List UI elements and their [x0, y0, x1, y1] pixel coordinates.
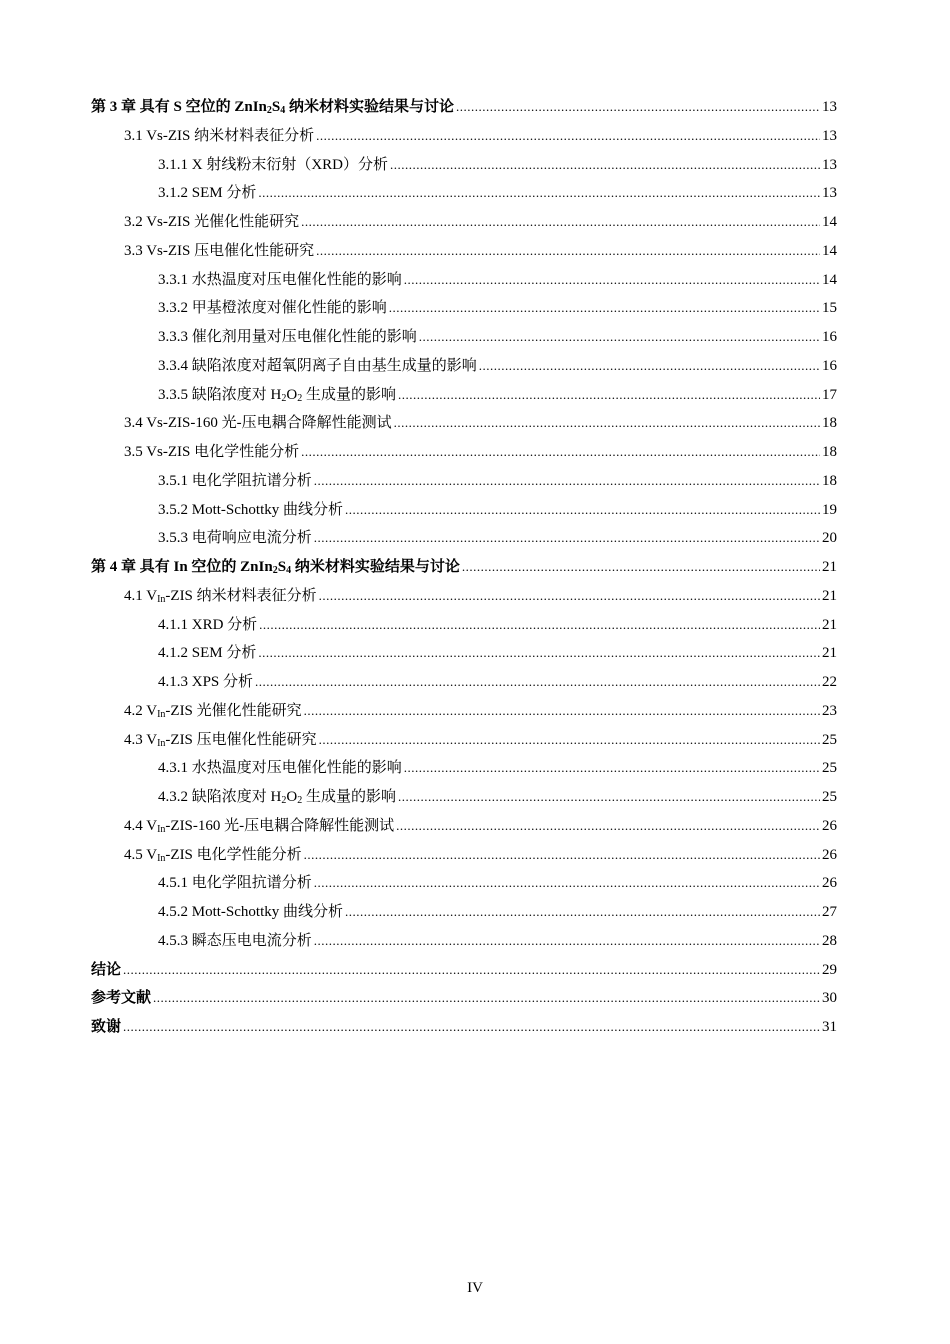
- toc-page-number: 21: [822, 616, 837, 633]
- toc-entry-title: 4.3 $V_{In}$-ZIS 压电催化性能研究: [124, 731, 317, 749]
- toc-entry-title: 4.5.2 Mott-Schottky 曲线分析: [158, 904, 344, 920]
- toc-section-entry[interactable]: [91, 841, 837, 870]
- toc-page-number: 26: [822, 817, 837, 834]
- toc-subsection-entry[interactable]: [91, 898, 837, 927]
- toc-dot-leader: [345, 898, 820, 927]
- toc-entry-title: 3.3.2 甲基橙浓度对催化性能的影响: [158, 300, 387, 317]
- toc-page-number: 27: [822, 904, 837, 920]
- toc-dot-leader: [258, 639, 820, 668]
- toc-dot-leader: [419, 323, 820, 352]
- toc-page-number: 25: [822, 731, 837, 748]
- toc-page-number: 13: [822, 99, 837, 115]
- toc-subsection-entry[interactable]: [91, 668, 837, 697]
- toc-page-number: 26: [822, 875, 837, 892]
- toc-dot-leader: [255, 668, 820, 697]
- toc-entry-title: 3.3.3 催化剂用量对压电催化性能的影响: [158, 329, 417, 345]
- toc-dot-leader: [345, 496, 820, 525]
- toc-entry-title: 4.1.1 XRD 分析: [158, 616, 258, 633]
- toc-dot-leader: [123, 1013, 820, 1042]
- toc-section-entry[interactable]: [91, 726, 837, 755]
- toc-page-number: 31: [822, 1019, 837, 1035]
- toc-page-number: 26: [822, 846, 837, 863]
- toc-entry-title: 致谢: [91, 1019, 122, 1035]
- toc-page-number: 18: [822, 472, 837, 489]
- toc-dot-leader: [462, 553, 820, 582]
- toc-subsection-entry[interactable]: [91, 151, 837, 180]
- toc-dot-leader: [304, 841, 820, 870]
- toc-dot-leader: [123, 956, 820, 985]
- toc-dot-leader: [404, 266, 820, 295]
- toc-entry-title: 3.3.5 缺陷浓度对 $H_2O_2$ 生成量的影响: [158, 386, 396, 404]
- toc-dot-leader: [389, 294, 820, 323]
- page-number: IV: [467, 1280, 483, 1296]
- toc-page-number: 14: [822, 214, 837, 230]
- toc-entry-title: 4.5.3 瞬态压电电流分析: [158, 932, 312, 949]
- toc-dot-leader: [390, 151, 820, 180]
- toc-page-number: 25: [822, 789, 837, 805]
- toc-section-entry[interactable]: [91, 438, 837, 467]
- toc-page-number: 29: [822, 961, 837, 978]
- toc-dot-leader: [314, 869, 820, 898]
- toc-chapter-entry[interactable]: [91, 984, 837, 1013]
- toc-chapter-entry[interactable]: [91, 956, 837, 985]
- toc-entry-title: 3.1.2 SEM 分析: [158, 185, 257, 202]
- toc-subsection-entry[interactable]: [91, 266, 837, 295]
- toc-subsection-entry[interactable]: [91, 754, 837, 783]
- toc-entry-title: 第 4 章 具有 In 空位的 $ZnIn_2S_4$ 纳米材料实验结果与讨论: [91, 559, 460, 576]
- toc-chapter-entry[interactable]: [91, 93, 837, 122]
- toc-dot-leader: [396, 812, 820, 841]
- toc-dot-leader: [319, 582, 820, 611]
- toc-entry-title: 4.5 $V_{In}$-ZIS 电化学性能分析: [124, 846, 302, 864]
- toc-entry-title: 3.4 Vs-ZIS-160 光-压电耦合降解性能测试: [124, 415, 392, 432]
- table-of-contents: [91, 93, 837, 1042]
- toc-subsection-entry[interactable]: [91, 467, 837, 496]
- toc-entry-title: 3.5.3 电荷响应电流分析: [158, 530, 312, 547]
- toc-dot-leader: [153, 984, 820, 1013]
- toc-dot-leader: [319, 726, 820, 755]
- toc-entry-title: 4.3.1 水热温度对压电催化性能的影响: [158, 760, 402, 777]
- toc-section-entry[interactable]: [91, 208, 837, 237]
- toc-entry-title: 4.2 $V_{In}$-ZIS 光催化性能研究: [124, 702, 302, 720]
- toc-dot-leader: [301, 208, 820, 237]
- toc-entry-title: 结论: [91, 961, 122, 978]
- toc-subsection-entry[interactable]: [91, 323, 837, 352]
- toc-dot-leader: [316, 122, 820, 151]
- toc-entry-title: 3.1.1 X 射线粉末衍射（XRD）分析: [158, 156, 389, 173]
- toc-subsection-entry[interactable]: [91, 639, 837, 668]
- toc-subsection-entry[interactable]: [91, 783, 837, 812]
- toc-entry-title: 第 3 章 具有 S 空位的 $ZnIn_2S_4$ 纳米材料实验结果与讨论: [91, 99, 454, 116]
- toc-page-number: 28: [822, 932, 837, 949]
- toc-subsection-entry[interactable]: [91, 179, 837, 208]
- toc-page-number: 18: [822, 415, 837, 432]
- toc-page-number: 13: [822, 185, 837, 202]
- toc-page-number: 21: [822, 559, 837, 575]
- toc-dot-leader: [259, 611, 820, 640]
- toc-subsection-entry[interactable]: [91, 496, 837, 525]
- toc-chapter-entry[interactable]: [91, 553, 837, 582]
- toc-page-number: 20: [822, 530, 837, 547]
- toc-subsection-entry[interactable]: [91, 611, 837, 640]
- toc-page-number: 13: [822, 156, 837, 173]
- toc-page-number: 16: [822, 329, 837, 345]
- toc-page-number: 16: [822, 357, 837, 374]
- toc-page-number: 25: [822, 760, 837, 777]
- toc-page-number: 17: [822, 386, 837, 403]
- toc-subsection-entry[interactable]: [91, 381, 837, 410]
- toc-subsection-entry[interactable]: [91, 524, 837, 553]
- toc-page-number: 22: [822, 674, 837, 690]
- toc-dot-leader: [314, 927, 820, 956]
- toc-section-entry[interactable]: [91, 697, 837, 726]
- toc-dot-leader: [314, 467, 820, 496]
- toc-dot-leader: [258, 179, 820, 208]
- toc-entry-title: 4.5.1 电化学阻抗谱分析: [158, 875, 312, 892]
- toc-dot-leader: [456, 93, 820, 122]
- toc-section-entry[interactable]: [91, 237, 837, 266]
- toc-subsection-entry[interactable]: [91, 869, 837, 898]
- toc-page-number: 23: [822, 702, 837, 719]
- toc-entry-title: 3.3 Vs-ZIS 压电催化性能研究: [124, 242, 315, 259]
- toc-dot-leader: [398, 783, 820, 812]
- toc-entry-title: 3.3.1 水热温度对压电催化性能的影响: [158, 271, 402, 288]
- toc-page-number: 13: [822, 127, 837, 144]
- toc-subsection-entry[interactable]: [91, 927, 837, 956]
- toc-entry-title: 4.1.3 XPS 分析: [158, 674, 254, 690]
- toc-subsection-entry[interactable]: [91, 352, 837, 381]
- toc-section-entry[interactable]: [91, 582, 837, 611]
- toc-entry-title: 3.5.2 Mott-Schottky 曲线分析: [158, 501, 344, 518]
- toc-page-number: 15: [822, 300, 837, 317]
- toc-dot-leader: [404, 754, 820, 783]
- toc-subsection-entry[interactable]: [91, 294, 837, 323]
- toc-dot-leader: [479, 352, 820, 381]
- toc-entry-title: 3.5.1 电化学阻抗谱分析: [158, 472, 312, 489]
- toc-page-number: 19: [822, 501, 837, 518]
- toc-dot-leader: [316, 237, 820, 266]
- toc-section-entry[interactable]: [91, 409, 837, 438]
- toc-page-number: 14: [822, 271, 837, 288]
- toc-chapter-entry[interactable]: [91, 1013, 837, 1042]
- toc-section-entry[interactable]: [91, 812, 837, 841]
- toc-page-number: 21: [822, 645, 837, 662]
- toc-entry-title: 3.5 Vs-ZIS 电化学性能分析: [124, 444, 300, 460]
- toc-dot-leader: [398, 381, 820, 410]
- toc-entry-title: 3.3.4 缺陷浓度对超氧阴离子自由基生成量的影响: [158, 357, 477, 374]
- toc-entry-title: 参考文献: [91, 990, 152, 1007]
- toc-dot-leader: [314, 524, 820, 553]
- toc-page-number: 30: [822, 990, 837, 1007]
- toc-entry-title: 4.4 $V_{In}-ZIS-160$ 光-压电耦合降解性能测试: [124, 817, 395, 835]
- toc-entry-title: 3.2 Vs-ZIS 光催化性能研究: [124, 214, 300, 230]
- toc-entry-title: 3.1 Vs-ZIS 纳米材料表征分析: [124, 127, 315, 144]
- toc-page-number: 14: [822, 242, 837, 259]
- toc-section-entry[interactable]: [91, 122, 837, 151]
- toc-entry-title: 4.3.2 缺陷浓度对 $H_2O_2$ 生成量的影响: [158, 789, 396, 806]
- toc-dot-leader: [394, 409, 820, 438]
- toc-entry-title: 4.1 $V_{In}$-ZIS 纳米材料表征分析: [124, 587, 317, 605]
- toc-page-number: 18: [822, 444, 837, 460]
- toc-dot-leader: [301, 438, 820, 467]
- toc-page-number: 21: [822, 587, 837, 604]
- toc-dot-leader: [304, 697, 820, 726]
- toc-entry-title: 4.1.2 SEM 分析: [158, 645, 257, 662]
